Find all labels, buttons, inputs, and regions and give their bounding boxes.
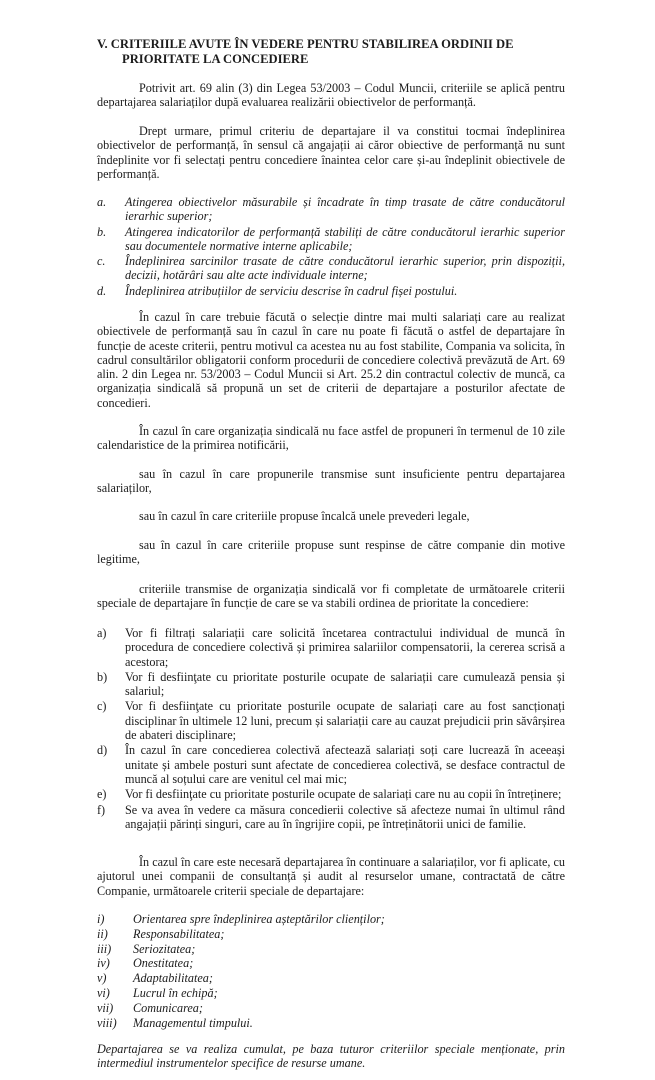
paragraph-consultancy: În cazul în care este necesară departajarea în continuare a salariaților, vor fi aplicate, cu ajutorul unei companii de consultanță și audit al resurselor umane, contractată de către Companie, următoarele criterii speciale de departajare: — [97, 855, 565, 898]
section-title-line-1: V. CRITERIILE AVUTE ÎN VEDERE PENTRU STABILIREA ORDINII DE — [97, 37, 514, 51]
list-item: b) Vor fi desfiinţate cu prioritate posturile ocupate de salariații care cumulează pensia și salariul; — [97, 669, 565, 699]
list-item: a) Vor fi filtrați salariații care solicită încetarea contractului individual de muncă în procedura de concediere colectivă și primirea salariilor compensatorii, la cererea scrisă a acestora; — [97, 626, 565, 669]
paragraph-first-criterion: Drept urmare, primul criteriu de departajare il va constitui tocmai îndeplinirea obiectivelor de performanță, în sensul că angajații ai căror obiective de performanță nu sunt îndeplinite vor fi selectați pentru concediere înaintea celor care și-au îndeplinit obiectivele de performanță. — [97, 124, 565, 181]
paragraph-completed-criteria: criteriile transmise de organizația sindicală vor fi completate de următoarele criterii speciale de departajare în funcție de care se va stabili ordinea de prioritate la concediere: — [97, 582, 565, 611]
list-item: vi) Lucrul în echipă; — [97, 985, 218, 1000]
list-item: c) Vor fi desfiinţate cu prioritate posturile ocupate de salariați care au fost sancționați disciplinar în ultimele 12 luni, precum și salariații care au cauzat prejudicii prin săvârșirea de abateri disciplinare; — [97, 699, 565, 743]
list-item: vii) Comunicarea; — [97, 1000, 203, 1015]
list-item: ii) Responsabilitatea; — [97, 926, 225, 941]
section-title-line-2: PRIORITATE LA CONCEDIERE — [122, 51, 309, 66]
list-item: e) Vor fi desfiinţate cu prioritate posturile ocupate de salariați care nu au copii în întreținere; — [97, 787, 562, 802]
paragraph-conclusion: Departajarea se va realiza cumulat, pe baza tuturor criteriilor speciale menționate, prin intermediul instrumentelor specifice de resurse umane. — [97, 1042, 565, 1071]
list-item: f) Se va avea în vedere ca măsura concedierii colective să afecteze numai în ultimul rând angajații părinți singuri, care au în îngrijire copii, pe întreținătorii unici de familie. — [97, 802, 565, 831]
list-item: b. Atingerea indicatorilor de performanță stabiliți de către conducătorul ierarhic superior sau documentele normative interne aplicabile; — [97, 224, 565, 253]
list-item: i) Orientarea spre îndeplinirea așteptărilor clienților; — [97, 912, 385, 926]
list-item: v) Adaptabilitatea; — [97, 971, 213, 986]
list-item: c. Îndeplinirea sarcinilor trasate de către conducătorul ierarhic superior, prin dispoziții, decizii, hotărâri sau alte acte individuale interne; — [97, 254, 565, 283]
paragraph-legal-basis: Potrivit art. 69 alin (3) din Legea 53/2003 – Codul Muncii, criteriile se aplică pentru departajarea salariaților după evaluarea realizării obiectivelor de performanță. — [97, 81, 565, 110]
paragraph-union-consultation: În cazul în care trebuie făcută o selecție dintre mai multi salariați care au realizat obiectivele de performanță sau în cazul în care nu poate fi făcută o astfel de departajare în funcție de aceste criterii, pentru motivul ca acestea nu au fost stabilite, Compania va solicita, în cadrul consultărilor obligatorii conform procedurii de concediere colectivă prevăzută de Art. 69 alin. 2 din Legea nr. 53/2003 – Codul Muncii si Art. 25.2 din contractul colectiv de muncă, ca organizația sindicală să propună un set de criterii de departajare a posturilor afectate de concedieri. — [97, 310, 565, 410]
list-item: d. Îndeplinirea atribuțiilor de serviciu descrise în cadrul fișei postului. — [97, 283, 458, 298]
list-item: a. Atingerea obiectivelor măsurabile și încadrate în timp trasate de către conducătorul ierarhic superior; — [97, 195, 565, 224]
paragraph-insufficient: sau în cazul în care propunerile transmise sunt insuficiente pentru departajarea salariaților, — [97, 467, 565, 496]
paragraph-no-proposal: În cazul în care organizația sindicală nu face astfel de propuneri în termenul de 10 zile calendaristice de la primirea notificării, — [97, 424, 565, 453]
list-item: iii) Seriozitatea; — [97, 941, 196, 956]
list-item: iv) Onestitatea; — [97, 956, 194, 971]
list-item: d) În cazul în care concedierea colectivă afectează salariați soți care lucrează în aceeași unitate și ambele posturi sunt afectate de concedierea colectivă, se desface contractul de muncă al soțului care are venitul cel mai mic; — [97, 743, 565, 786]
list-item: viii) Managementul timpului. — [97, 1015, 253, 1030]
performance-criteria-list — [97, 195, 565, 299]
paragraph-illegal: sau în cazul în care criteriile propuse încalcă unele prevederi legale, — [139, 509, 470, 523]
paragraph-rejected: sau în cazul în care criteriile propuse sunt respinse de către companie din motive legitime, — [97, 538, 565, 567]
special-criteria-list — [97, 626, 565, 832]
hr-criteria-list — [97, 912, 565, 1030]
section-title — [97, 37, 565, 66]
